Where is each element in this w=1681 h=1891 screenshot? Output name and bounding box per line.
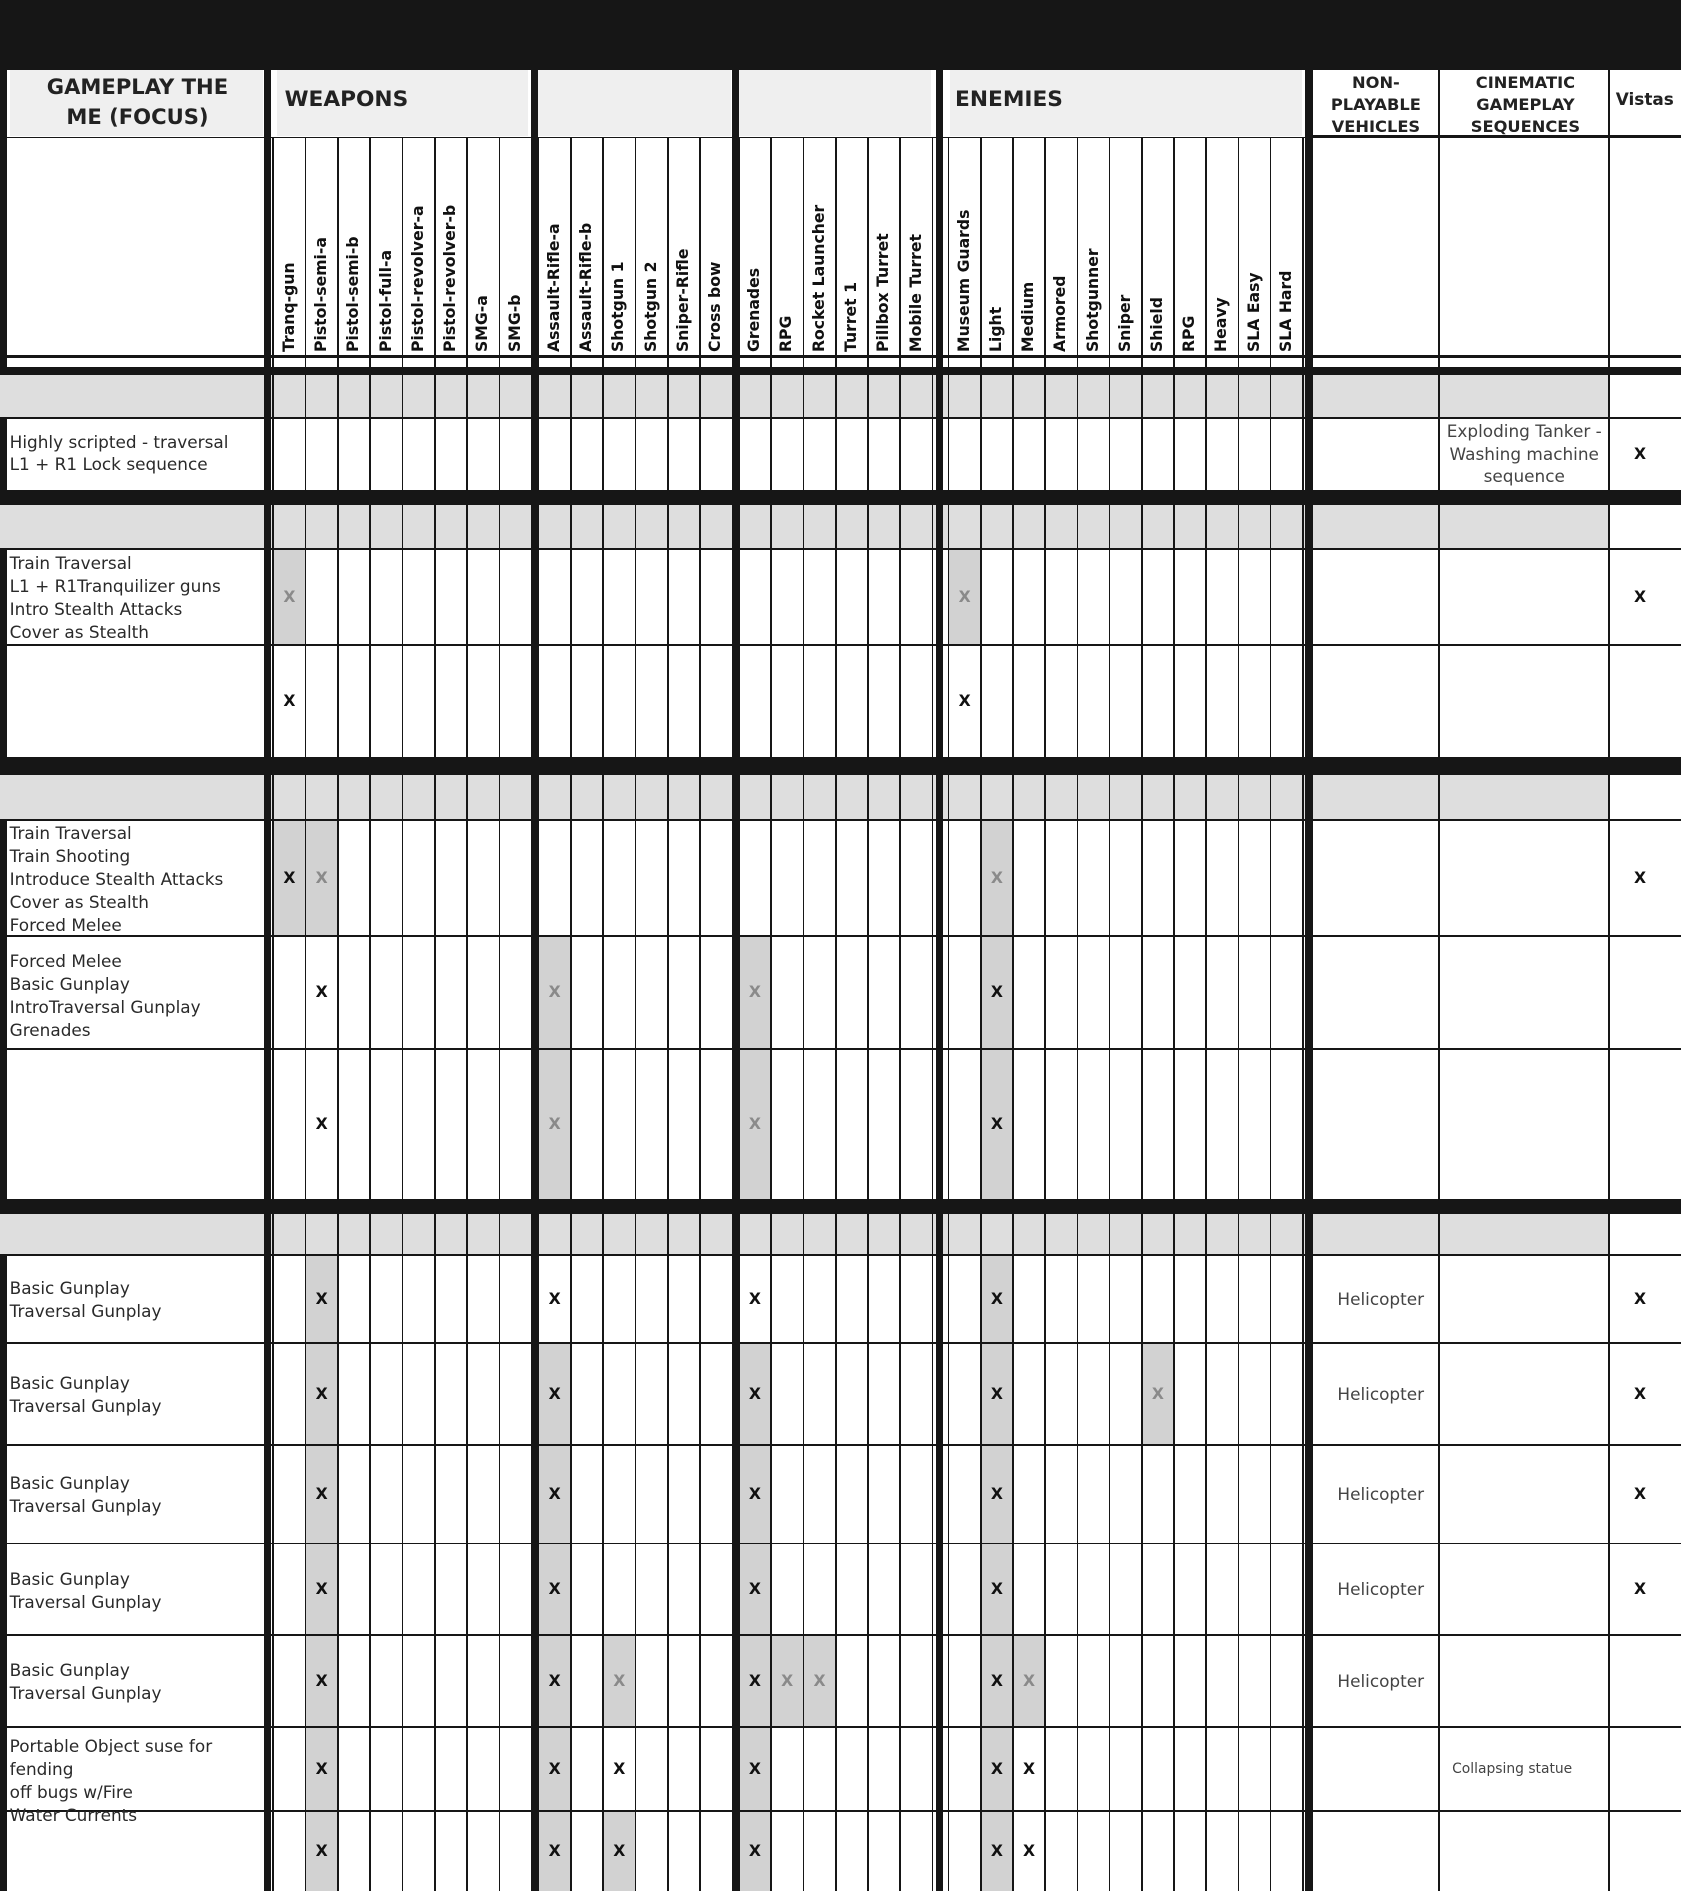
section-separator [0,757,1681,775]
grid-line [466,137,468,1890]
mark-light: X [990,1758,1003,1778]
theme-column-title: GAMEPLAY THE ME (FOCUS) [46,74,229,130]
grid-line [305,137,307,1890]
vista-mark: X [1633,1579,1647,1599]
vehicles-column-title: NON- PLAYABLE VEHICLES [1330,73,1421,136]
column-header-pistol-revolver-b: Pistol-revolver-b [440,204,460,353]
mark-assault-rifle-a: X [548,1113,561,1133]
vistas-column-title: Vistas [1615,89,1674,110]
grid-line [899,137,901,1890]
grid-line [948,137,950,1890]
column-header-rocket-launcher: Rocket Launcher [808,204,828,353]
mark-tranq-gun: X [283,691,296,711]
column-header-cross-bow: Cross bow [705,261,725,353]
grid-line [1608,70,1610,1891]
row-theme-text: Highly scripted - traversal L1 + R1 Lock sequence [9,431,229,475]
column-header-pistol-semi-b: Pistol-semi-b [343,236,363,353]
grid-line [0,417,1681,419]
row-theme-text: Basic Gunplay Traversal Gunplay [9,1373,162,1417]
mark-grenades: X [748,1840,761,1860]
mark-pistol-semi-a: X [315,1758,328,1778]
column-header-sla-easy: SLA Easy [1243,272,1263,353]
grid-line [1205,137,1207,1890]
column-header-shotgun-1: Shotgun 1 [608,261,628,353]
mark-grenades: X [748,1113,761,1133]
row-theme-text: Forced Melee Basic Gunplay IntroTraversal Gunplay Grenades [9,951,201,1040]
column-header-heavy: Heavy [1211,297,1231,353]
row-theme-text: Portable Object suse for fending off bugs w/Fire Water Currents [9,1736,213,1825]
grid-line [1044,137,1046,1890]
vista-mark: X [1633,1383,1647,1403]
grid-line [1438,70,1440,1891]
row-theme-text: Basic Gunplay Traversal Gunplay [9,1568,162,1612]
column-header-pillbox-turret: Pillbox Turret [873,233,893,353]
column-header-shotgun-2: Shotgun 2 [640,261,660,353]
grid-line [980,137,982,1890]
grid-line [0,1254,1681,1256]
vehicle-cell: Helicopter [1337,1579,1425,1600]
grid-line [499,137,501,1890]
section-band [0,1214,1609,1255]
mark-assault-rifle-a: X [548,1840,561,1860]
column-header-smg-a: SMG-a [472,295,492,353]
grid-line [0,548,1681,550]
mark-light: X [990,1670,1003,1690]
mark-assault-rifle-a: X [548,1289,561,1309]
grid-line [1109,137,1111,1890]
section-separator [0,1199,1681,1215]
grid-line [272,137,274,1890]
mark-pistol-semi-a: X [315,1113,328,1133]
cinematic-cell: Exploding Tanker - Washing machine sequence [1446,420,1602,487]
column-header-rpg: RPG [776,315,796,353]
mark-assault-rifle-a: X [548,1758,561,1778]
section-separator [0,367,1681,375]
column-header-tranq-gun: Tranq-gun [278,262,298,353]
section-separator [0,490,1681,506]
grid-line [402,137,404,1890]
vista-mark: X [1633,1289,1647,1309]
grid-line [1077,137,1079,1890]
column-header-light: Light [986,306,1006,353]
mark-grenades: X [748,1670,761,1690]
mark-pistol-semi-a: X [315,1289,328,1309]
cinematic-column-title: CINEMATIC GAMEPLAY SEQUENCES [1470,73,1581,136]
grid-line [337,137,339,1890]
grid-line [0,355,1681,358]
column-header-pistol-semi-a: Pistol-semi-a [310,237,330,353]
vista-mark: X [1633,1484,1647,1504]
vista-mark: X [1633,867,1647,887]
grid-line [667,137,669,1890]
mark-tranq-gun: X [283,867,296,887]
column-header-sniper: Sniper [1114,294,1134,353]
mark-shotgun-1: X [613,1758,626,1778]
mark-rocket-launcher: X [813,1670,826,1690]
grid-line [770,137,772,1890]
mark-pistol-semi-a: X [315,867,328,887]
section-band [0,505,1609,548]
mark-light: X [990,1840,1003,1860]
vehicle-cell: Helicopter [1337,1289,1425,1310]
mark-pistol-semi-a: X [315,1383,328,1403]
top-banner [0,0,1681,70]
left-border [0,0,7,1891]
mark-grenades: X [748,1484,761,1504]
cinematic-cell: Collapsing statue [1452,1760,1573,1777]
grid-line [932,137,934,1890]
mark-grenades: X [748,1579,761,1599]
mark-grenades: X [748,1383,761,1403]
mark-grenades: X [748,1289,761,1309]
grid-line [1173,137,1175,1890]
grid-line [0,819,1681,821]
weapons-b-title-cell [538,70,731,136]
row-theme-text [10,651,268,757]
grid-line [867,137,869,1890]
column-header-sniper-rifle: Sniper-Rifle [673,248,693,353]
vehicle-cell: Helicopter [1337,1383,1425,1404]
column-header-turret-1: Turret 1 [840,282,860,353]
mark-pistol-semi-a: X [315,1840,328,1860]
row-theme-text: Train Traversal Train Shooting Introduce Stealth Attacks Cover as Stealth Forced Melee [9,823,224,936]
column-header-museum-guards: Museum Guards [953,209,973,353]
mark-rpg: X [781,1670,794,1690]
mark-pistol-semi-a: X [315,982,328,1002]
grid-line [434,137,436,1890]
mark-tranq-gun: X [283,586,296,606]
grid-line [635,137,637,1890]
grid-line [1141,137,1143,1890]
grid-line [570,137,572,1890]
grid-line [803,137,805,1890]
grid-line [1270,137,1272,1890]
group-divider [531,70,538,1891]
mark-light: X [990,1113,1003,1133]
mark-pistol-semi-a: X [315,1670,328,1690]
column-header-sla-hard: SLA Hard [1275,270,1295,353]
column-header-shotgunner: Shotgunner [1082,248,1102,353]
grid-line [1012,137,1014,1890]
column-header-assault-rifle-b: Assault-Rifle-b [576,222,596,353]
vista-mark: X [1633,586,1647,606]
row-theme-text: Train Traversal L1 + R1Tranquilizer guns Intro Stealth Attacks Cover as Stealth [9,553,221,642]
mark-grenades: X [748,982,761,1002]
column-header-medium: Medium [1018,281,1038,353]
mark-assault-rifle-a: X [548,1670,561,1690]
mark-assault-rifle-a: X [548,1484,561,1504]
enemies-group-title: ENEMIES [955,86,1063,112]
row-theme-text [10,1055,268,1199]
column-header-mobile-turret: Mobile Turret [905,234,925,353]
column-header-armored: Armored [1050,275,1070,353]
grid-line [1312,135,1681,137]
column-header-shield: Shield [1147,297,1167,353]
row-theme-text: Basic Gunplay Traversal Gunplay [9,1660,162,1704]
grid-line [538,137,540,1890]
column-header-pistol-full-a: Pistol-full-a [375,250,395,353]
column-header-pistol-revolver-a: Pistol-revolver-a [407,205,427,353]
section-band [0,375,1609,418]
mark-medium: X [1023,1670,1036,1690]
column-header-rpg: RPG [1179,315,1199,353]
mark-light: X [990,1289,1003,1309]
grid-line [369,137,371,1890]
vista-mark: X [1633,443,1647,463]
mark-assault-rifle-a: X [548,1383,561,1403]
weapons-c-title-cell [738,70,931,136]
vehicle-cell: Helicopter [1337,1670,1425,1691]
mark-grenades: X [748,1758,761,1778]
mark-assault-rifle-a: X [548,982,561,1002]
row-theme-text [10,1817,268,1891]
mark-medium: X [1023,1840,1036,1860]
mark-shotgun-1: X [613,1670,626,1690]
group-divider [936,70,943,1891]
mark-light: X [990,1383,1003,1403]
grid-line [699,137,701,1890]
vehicle-cell: Helicopter [1337,1484,1425,1505]
grid-line [1311,70,1313,1891]
mark-medium: X [1023,1758,1036,1778]
mark-assault-rifle-a: X [548,1579,561,1599]
mark-museum-guards: X [958,586,971,606]
mark-museum-guards: X [958,691,971,711]
section-band [0,775,1609,820]
mark-shield: X [1151,1383,1164,1403]
column-header-assault-rifle-a: Assault-Rifle-a [543,223,563,353]
mark-light: X [990,1484,1003,1504]
weapons-group-title: WEAPONS [284,86,409,112]
mark-pistol-semi-a: X [315,1484,328,1504]
group-divider [732,70,739,1891]
grid-line [1302,137,1304,1890]
mark-shotgun-1: X [613,1840,626,1860]
column-header-smg-b: SMG-b [504,294,524,353]
grid-line [835,137,837,1890]
mark-light: X [990,1579,1003,1599]
row-theme-text: Basic Gunplay Traversal Gunplay [9,1473,162,1517]
mark-light: X [990,982,1003,1002]
grid-line [1238,137,1240,1890]
column-header-grenades: Grenades [744,268,764,353]
grid-line [602,137,604,1890]
mark-pistol-semi-a: X [315,1579,328,1599]
row-theme-text: Basic Gunplay Traversal Gunplay [9,1278,162,1321]
mark-light: X [990,867,1003,887]
